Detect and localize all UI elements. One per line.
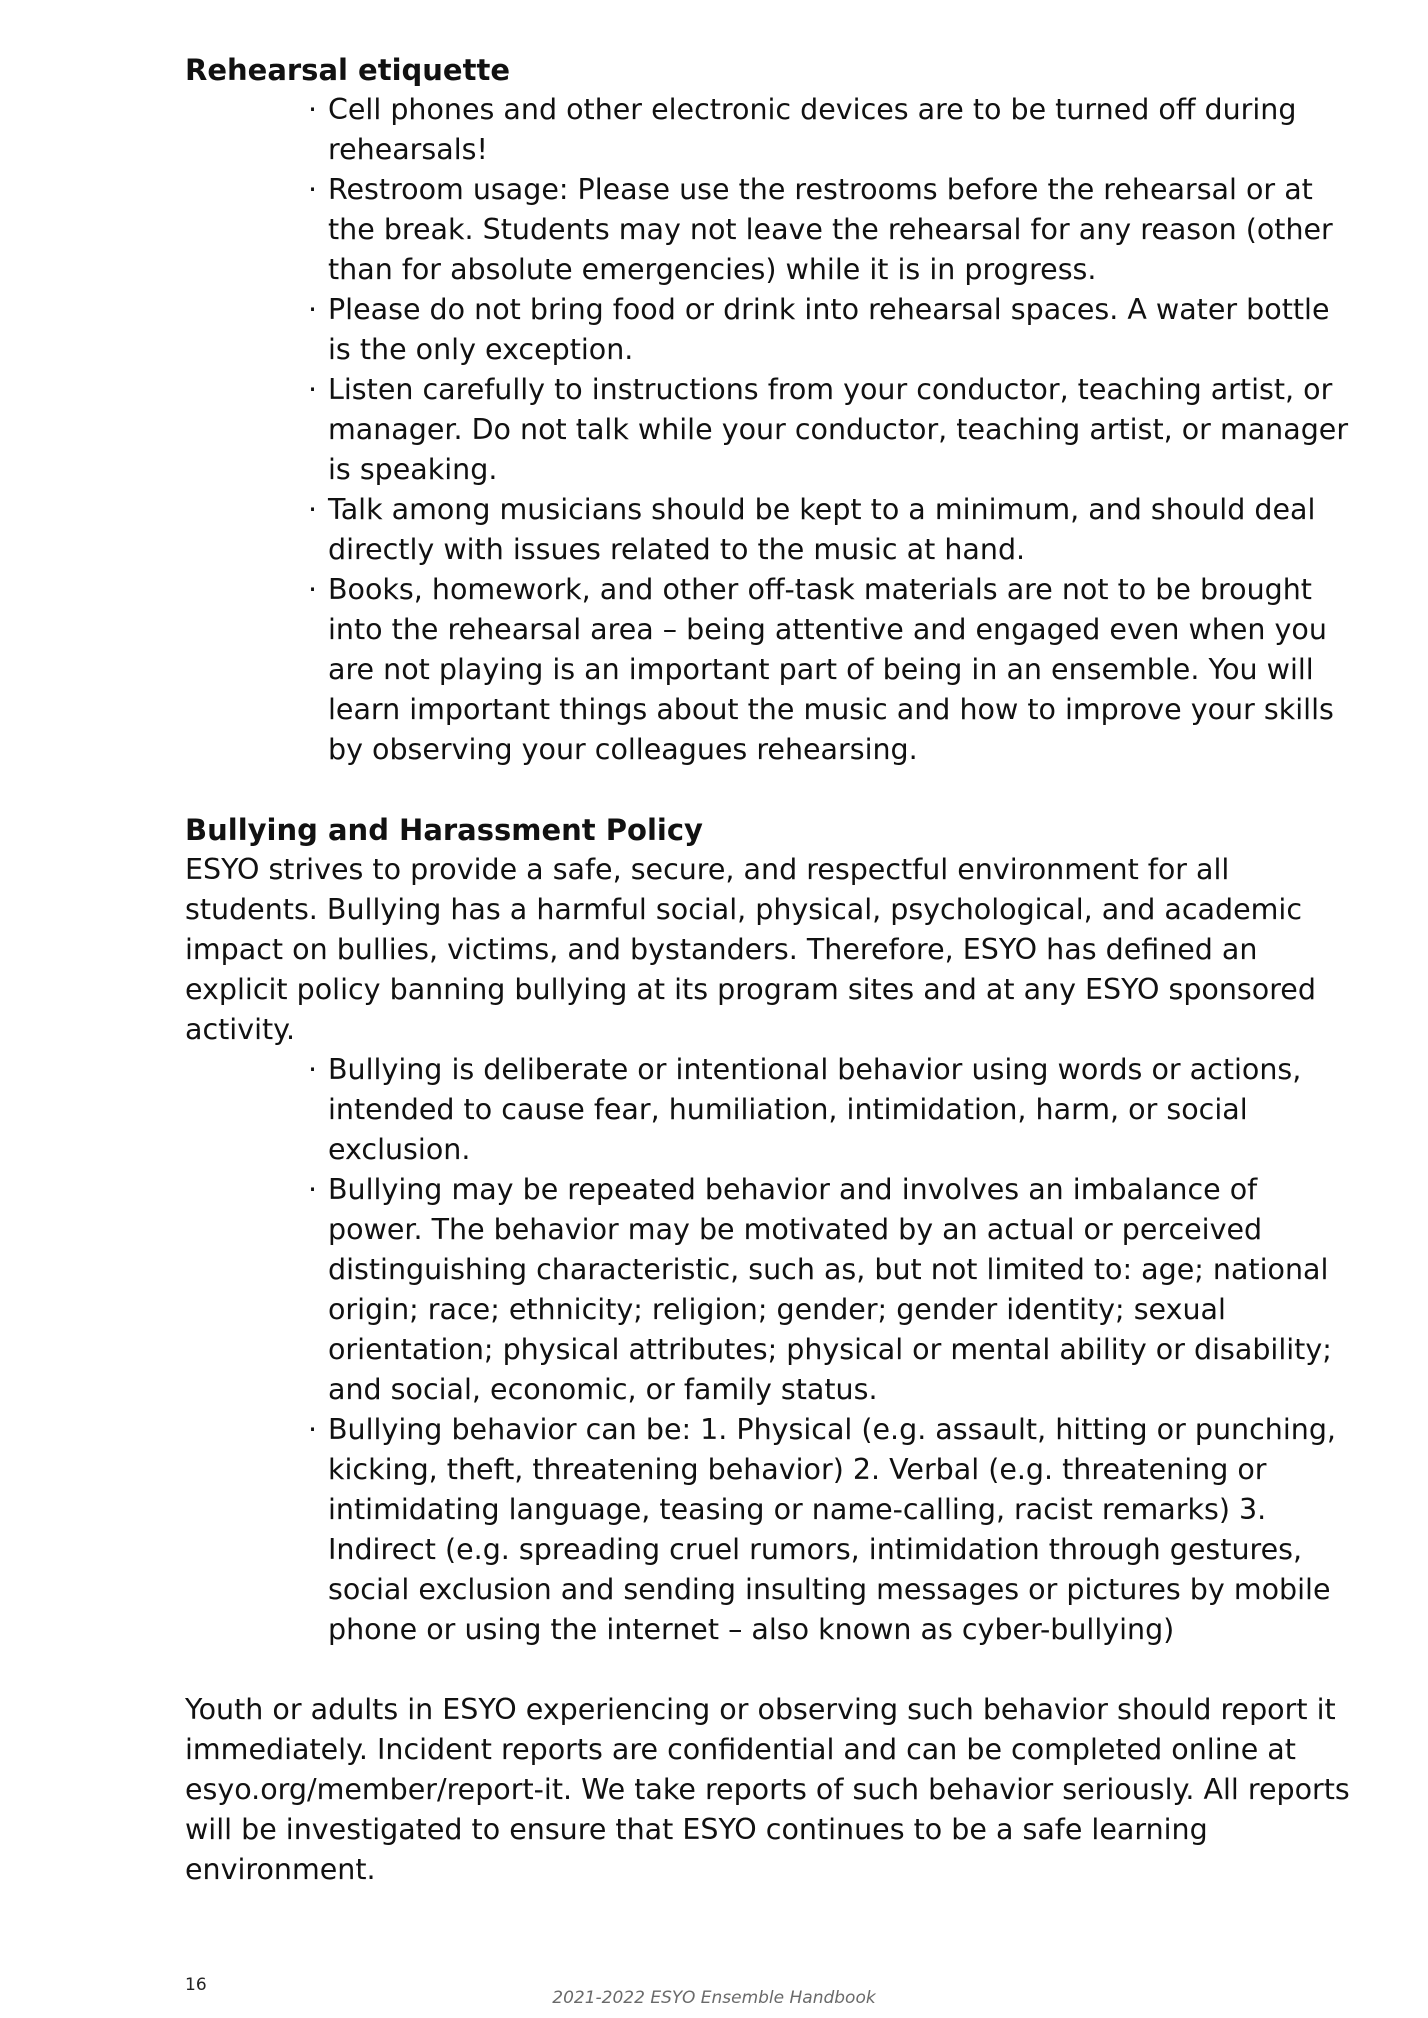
section-spacer	[185, 1650, 1360, 1690]
list-item-text: Bullying may be repeated behavior and involves an imbalance of power. The behavior may be motivated by an actual or perceived distinguishing characteristic, such as, but not limited to: age; national origin; race; ethnicity; religion; gender; gender identity; sexual orientation; physical attributes; physical or mental ability or disability; and social, economic, or family status.	[328, 1173, 1332, 1406]
bullet-dot-icon: ·	[308, 493, 318, 526]
list-item	[308, 570, 1360, 770]
list-item	[308, 370, 1360, 490]
bullying-policy-list	[185, 1050, 1360, 1650]
list-item-text: Cell phones and other electronic devices are to be turned off during rehearsals!	[328, 93, 1297, 166]
bullet-dot-icon: ·	[308, 1053, 318, 1086]
rehearsal-etiquette-list	[185, 90, 1360, 770]
bullet-dot-icon: ·	[308, 1173, 318, 1206]
section-spacer	[185, 770, 1360, 810]
list-item	[308, 1410, 1360, 1650]
list-item-text: Books, homework, and other off-task materials are not to be brought into the rehearsal area – being attentive and engaged even when you are not playing is an important part of being in an ensemble. You will learn important things about the music and how to improve your skills by observing your colleagues rehearsing.	[328, 573, 1334, 766]
bullet-dot-icon: ·	[308, 573, 318, 606]
list-item-text: Restroom usage: Please use the restrooms before the rehearsal or at the break. Students may not leave the rehearsal for any reason (other than for absolute emergencies) while it is in progress.	[328, 173, 1333, 286]
list-item	[308, 490, 1360, 570]
bullet-dot-icon: ·	[308, 93, 318, 126]
bullying-policy-heading: Bullying and Harassment Policy	[185, 813, 703, 847]
list-item	[308, 90, 1360, 170]
list-item	[308, 170, 1360, 290]
handbook-page	[185, 50, 1360, 1890]
reporting-paragraph: Youth or adults in ESYO experiencing or observing such behavior should report it immediately. Incident reports are confidential and can be completed online at esyo.org/member/report-it. We take reports of such behavior seriously. All reports will be investigated to ensure that ESYO continues to be a safe learning environment.	[185, 1693, 1350, 1886]
bullying-policy-intro: ESYO strives to provide a safe, secure, and respectful environment for all students. Bullying has a harmful social, physical, psychological, and academic impact on bullies, victims, and bystanders. Therefore, ESYO has defined an explicit policy banning bullying at its program sites and at any ESYO sponsored activity.	[185, 853, 1316, 1046]
list-item-text: Please do not bring food or drink into rehearsal spaces. A water bottle is the only exception.	[328, 293, 1330, 366]
list-item	[308, 290, 1360, 370]
list-item-text: Talk among musicians should be kept to a minimum, and should deal directly with issues related to the music at hand.	[328, 493, 1316, 566]
list-item	[308, 1170, 1360, 1410]
list-item	[308, 1050, 1360, 1170]
bullet-dot-icon: ·	[308, 173, 318, 206]
bullet-dot-icon: ·	[308, 373, 318, 406]
bullet-dot-icon: ·	[308, 293, 318, 326]
footer-title: 2021-2022 ESYO Ensemble Handbook	[552, 1988, 876, 2008]
list-item-text: Listen carefully to instructions from your conductor, teaching artist, or manager. Do not talk while your conductor, teaching artist, or manager is speaking.	[328, 373, 1349, 486]
list-item-text: Bullying behavior can be: 1. Physical (e.g. assault, hitting or punching, kicking, theft, threatening behavior) 2. Verbal (e.g. threatening or intimidating language, teasing or name-calling, racist remarks) 3. Indirect (e.g. spreading cruel rumors, intimidation through gestures, social exclusion and sending insulting messages or pictures by mobile phone or using the internet – also known as cyber-bullying)	[328, 1413, 1336, 1646]
bullet-dot-icon: ·	[308, 1413, 318, 1446]
list-item-text: Bullying is deliberate or intentional behavior using words or actions, intended to cause fear, humiliation, intimidation, harm, or social exclusion.	[328, 1053, 1302, 1166]
page-number: 16	[185, 1975, 207, 1995]
rehearsal-etiquette-heading: Rehearsal etiquette	[185, 53, 510, 87]
